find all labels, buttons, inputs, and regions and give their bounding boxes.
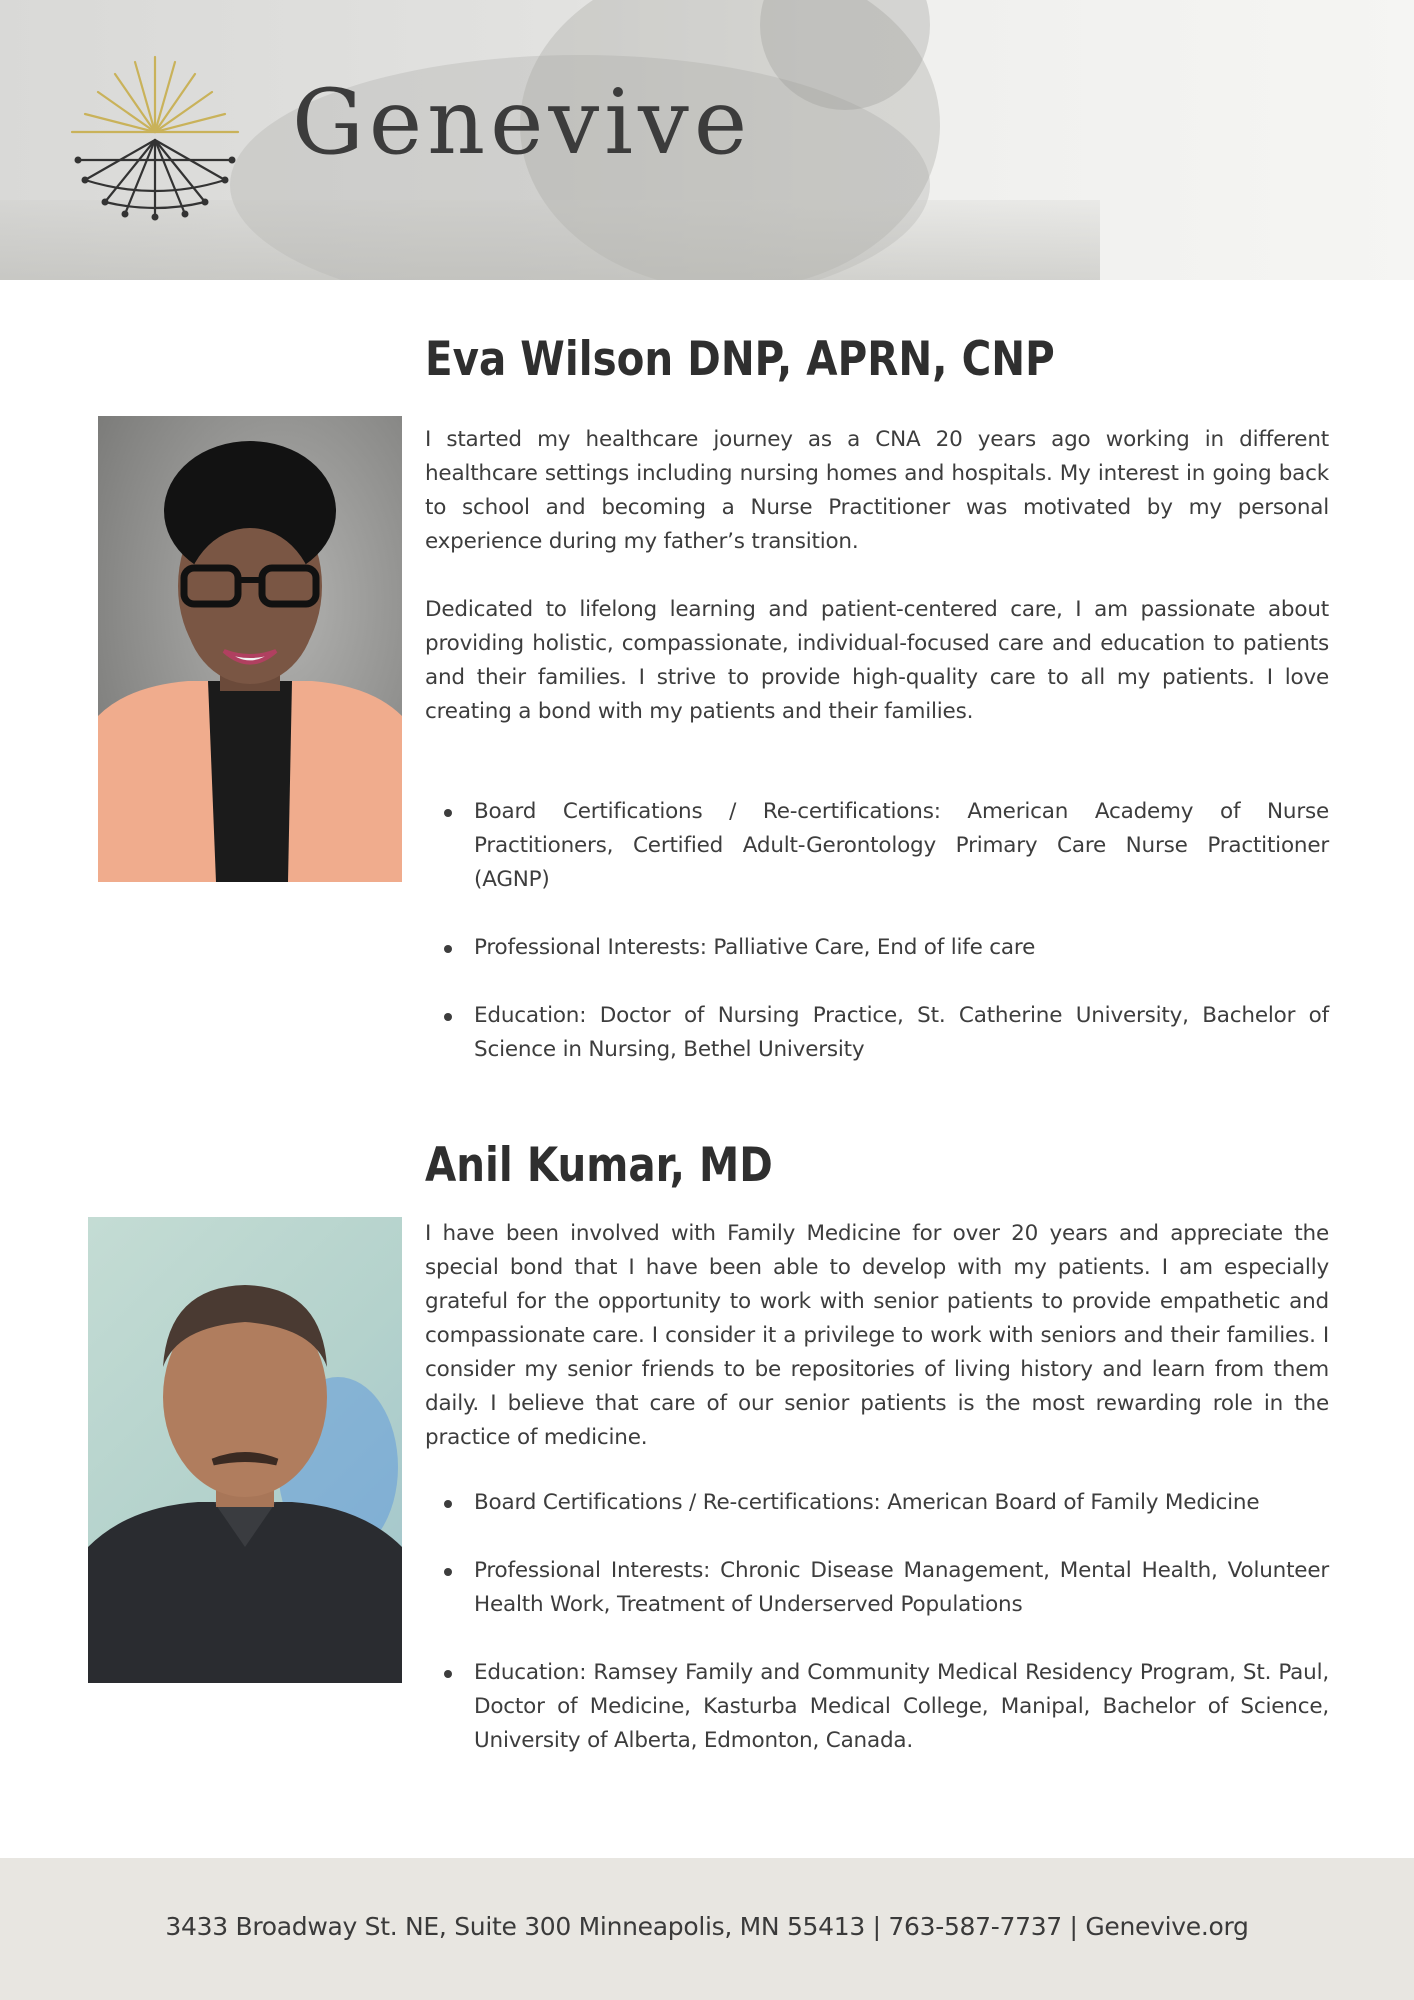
footer bbox=[0, 1858, 1414, 2000]
bio-paragraph: Dedicated to lifelong learning and patient-centered care, I am passionate about providing holistic, compassionate, individual-focused care and education to patients and their families. I strive to provide high-quality care to all my patients. I love creating a bond with my patients and their families. bbox=[425, 597, 1329, 724]
list-item: Board Certifications / Re-certifications: American Academy of Nurse Practitioners, Certified Adult-Gerontology Primary Care Nurse Practitioner (AGNP) bbox=[425, 795, 1329, 897]
brand-wordmark: Genevive bbox=[292, 70, 753, 175]
profile-photo bbox=[88, 1217, 402, 1683]
bio-paragraph: I started my healthcare journey as a CNA 20 years ago working in different healthcare settings including nursing homes and hospitals. My interest in going back to school and becoming a Nurse Practitioner was motivated by my personal experience during my father’s transition. bbox=[425, 427, 1329, 554]
credentials-list bbox=[425, 1486, 1329, 1758]
list-item: Education: Ramsey Family and Community Medical Residency Program, St. Paul, Doctor of Medicine, Kasturba Medical College, Manipal, Bachelor of Science, University of Alberta, Edmonton, Canada. bbox=[425, 1656, 1329, 1758]
list-item: Professional Interests: Palliative Care, End of life care bbox=[425, 931, 1329, 965]
profile-photo bbox=[98, 416, 402, 882]
list-item: Education: Doctor of Nursing Practice, St. Catherine University, Bachelor of Science in Nursing, Bethel University bbox=[425, 999, 1329, 1067]
footer-contact-info: 3433 Broadway St. NE, Suite 300 Minneapolis, MN 55413 | 763-587-7737 | Genevive.org bbox=[165, 1912, 1249, 1941]
list-item: Board Certifications / Re-certifications: American Board of Family Medicine bbox=[425, 1486, 1329, 1520]
sunburst-globe-logo-icon bbox=[70, 52, 240, 222]
list-item: Professional Interests: Chronic Disease Management, Mental Health, Volunteer Health Work, Treatment of Underserved Populations bbox=[425, 1554, 1329, 1622]
credentials-list bbox=[425, 795, 1329, 1067]
bio-paragraph: I have been involved with Family Medicine for over 20 years and appreciate the special bond that I have been able to develop with my patients. I am especially grateful for the opportunity to work with senior patients to provide empathetic and compassionate care. I consider it a privilege to work with seniors and their families. I consider my senior friends to be repositories of living history and learn from them daily. I believe that care of our senior patients is the most rewarding role in the practice of medicine. bbox=[425, 1221, 1329, 1450]
profile-name: Anil Kumar, MD bbox=[425, 1138, 773, 1193]
header-banner bbox=[0, 0, 1414, 280]
profile-name: Eva Wilson DNP, APRN, CNP bbox=[425, 332, 1055, 387]
